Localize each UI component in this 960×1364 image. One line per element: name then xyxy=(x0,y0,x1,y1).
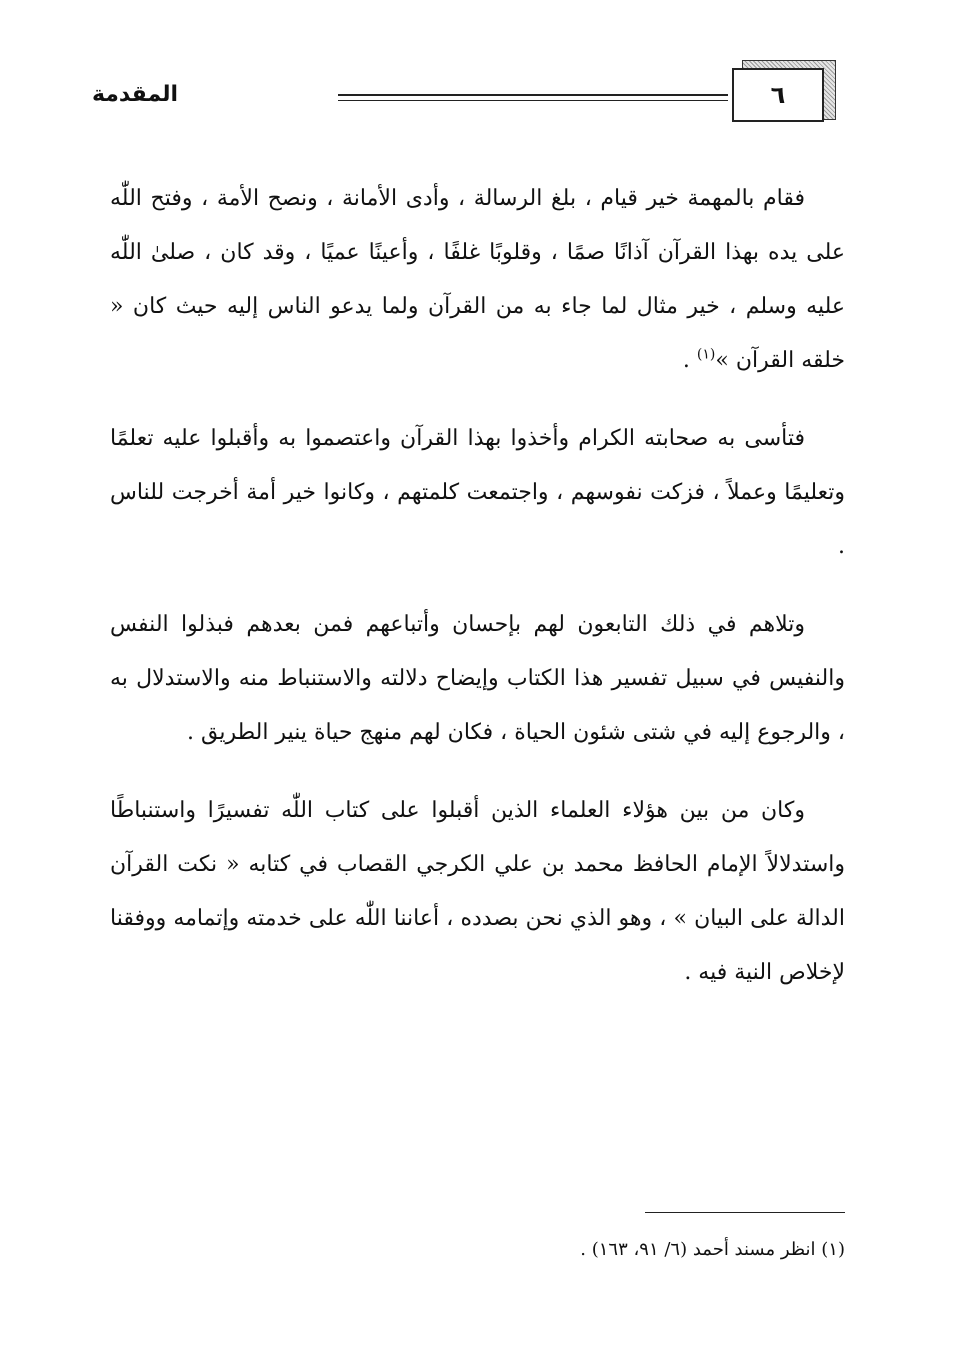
section-title: المقدمة xyxy=(91,82,179,107)
paragraph-4: وكان من بين هؤلاء العلماء الذين أقبلوا على كتاب اللّٰه تفسيرًا واستنباطًا واستدلالاً الإمام الحافظ محمد بن علي الكرجي القصاب في كتابه « نكت القرآن الدالة على البيان » ، وهو الذي نحن بصدده ، أعاننا اللّٰه على خدمته وإتمامه ووفقنا لإخلاص النية فيه . xyxy=(110,798,845,985)
paragraph-1-end: . xyxy=(682,348,697,373)
paragraph-2: فتأسى به صحابته الكرام وأخذوا بهذا القرآن واعتصموا به وأقبلوا عليه تعلمًا وتعليمًا وعملاً ، فزكت نفوسهم ، واجتمعت كلمتهم ، وكانوا خير أمة أخرجت للناس . xyxy=(110,426,845,559)
header-rule-thin xyxy=(338,100,728,101)
page-header xyxy=(0,0,960,140)
footnote: (١) انظر مسند أحمد (٦/ ٩١، ١٦٣) . xyxy=(580,1239,845,1260)
page-number: ٦ xyxy=(732,68,824,122)
header-rule xyxy=(338,94,728,96)
paragraph-1 xyxy=(110,172,845,388)
paragraph-1-text: فقام بالمهمة خير قيام ، بلغ الرسالة ، وأدى الأمانة ، ونصح الأمة ، وفتح اللّٰه على يده بهذا القرآن آذانًا صمًا ، وقلوبًا غلفًا ، وأعينًا عميًا ، وقد كان ، صلىٰ اللّٰه عليه وسلم ، خير مثال لما جاء به من القرآن ولما يدعو الناس إليه حيث كان « خلقه القرآن » xyxy=(110,186,845,373)
footnote-rule xyxy=(645,1212,845,1213)
paragraph-3: وتلاهم في ذلك التابعون لهم بإحسان وأتباعهم فمن بعدهم فبذلوا النفس والنفيس في سبيل تفسير هذا الكتاب وإيضاح دلالته والاستنباط منه والاستدلال به ، والرجوع إليه في شتى شئون الحياة ، فكان لهم منهج حياة ينير الطريق . xyxy=(110,612,845,745)
body-text xyxy=(110,172,845,1024)
footnote-marker: (١) xyxy=(696,346,716,363)
